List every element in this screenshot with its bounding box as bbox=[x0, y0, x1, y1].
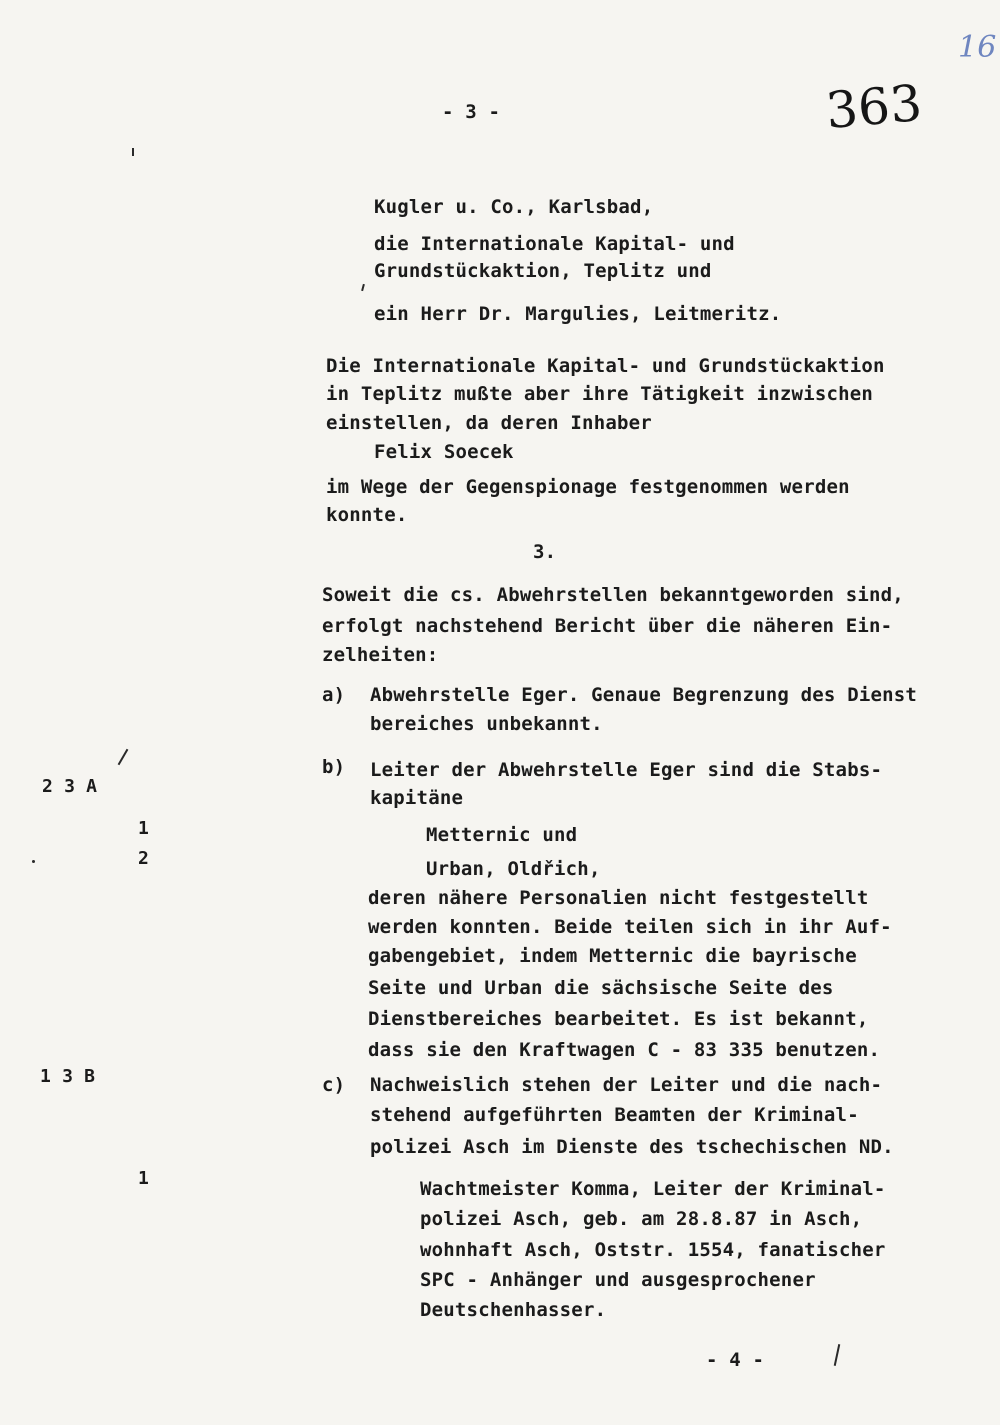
item-b-name: Metternic und bbox=[426, 824, 578, 846]
paragraph-line: konnte. bbox=[326, 504, 408, 526]
handwritten-folio: 16 bbox=[958, 30, 997, 65]
item-c-line: polizei Asch im Dienste des tschechischen ND. bbox=[370, 1136, 894, 1158]
item-b-name: Urban, Oldřich, bbox=[426, 858, 601, 880]
item-marker-b: b) bbox=[322, 756, 346, 778]
recipient-line: Kugler u. Co., Karlsbad, bbox=[374, 196, 654, 218]
paragraph-line: einstellen, da deren Inhaber bbox=[326, 412, 652, 434]
item-b-line: Leiter der Abwehrstelle Eger sind die Stabs- bbox=[370, 759, 883, 781]
item-a-line: Abwehrstelle Eger. Genaue Begrenzung des Dienst bbox=[370, 684, 918, 706]
item-b-continuation: werden konnten. Beide teilen sich in ihr Auf- bbox=[368, 916, 892, 938]
section-number: 3. bbox=[533, 541, 557, 563]
pencil-mark bbox=[361, 284, 365, 291]
item-marker-a: a) bbox=[322, 684, 346, 706]
handwritten-number: 363 bbox=[823, 73, 925, 141]
margin-note: 2 bbox=[138, 848, 150, 869]
item-b-continuation: Dienstbereiches bearbeitet. Es ist bekannt, bbox=[368, 1008, 869, 1030]
item-c-person: Wachtmeister Komma, Leiter der Kriminal- bbox=[420, 1178, 886, 1200]
next-page-number: - 4 - bbox=[706, 1349, 765, 1371]
page-number: - 3 - bbox=[442, 101, 501, 123]
margin-note: 2 3 A bbox=[42, 776, 98, 797]
margin-note: 1 bbox=[138, 1168, 150, 1189]
item-c-person: SPC - Anhänger und ausgesprochener bbox=[420, 1269, 816, 1291]
pencil-mark bbox=[118, 749, 129, 766]
item-c-person: Deutschenhasser. bbox=[420, 1299, 607, 1321]
pencil-mark bbox=[132, 148, 134, 156]
item-c-line: stehend aufgeführten Beamten der Kriminal- bbox=[370, 1104, 859, 1126]
paragraph-line: in Teplitz mußte aber ihre Tätigkeit inzwischen bbox=[326, 383, 874, 405]
section-intro-line: zelheiten: bbox=[322, 644, 439, 666]
paragraph-line: Die Internationale Kapital- und Grundstückaktion bbox=[326, 355, 885, 377]
item-b-continuation: Seite und Urban die sächsische Seite des bbox=[368, 977, 834, 999]
recipient-line: die Internationale Kapital- und bbox=[374, 233, 735, 255]
recipient-line: Grundstückaktion, Teplitz und bbox=[374, 260, 712, 282]
item-c-line: Nachweislich stehen der Leiter und die nach- bbox=[370, 1074, 883, 1096]
item-b-continuation: dass sie den Kraftwagen C - 83 335 benutzen. bbox=[368, 1039, 881, 1061]
pencil-mark bbox=[834, 1344, 841, 1366]
item-c-person: polizei Asch, geb. am 28.8.87 in Asch, bbox=[420, 1208, 863, 1230]
item-c-person: wohnhaft Asch, Oststr. 1554, fanatischer bbox=[420, 1239, 886, 1261]
recipient-line: ein Herr Dr. Margulies, Leitmeritz. bbox=[374, 303, 782, 325]
section-intro-line: erfolgt nachstehend Bericht über die näheren Ein- bbox=[322, 615, 893, 637]
item-b-continuation: gabengebiet, indem Metternic die bayrische bbox=[368, 945, 857, 967]
item-a-line: bereiches unbekannt. bbox=[370, 713, 603, 735]
margin-note: 1 3 B bbox=[40, 1066, 96, 1087]
item-marker-c: c) bbox=[322, 1074, 346, 1096]
ink-dot bbox=[32, 860, 35, 863]
section-intro-line: Soweit die cs. Abwehrstellen bekanntgeworden sind, bbox=[322, 584, 904, 606]
paragraph-line: im Wege der Gegenspionage festgenommen werden bbox=[326, 476, 850, 498]
item-b-line: kapitäne bbox=[370, 787, 464, 809]
margin-note: 1 bbox=[138, 818, 150, 839]
person-name: Felix Soecek bbox=[374, 441, 514, 463]
item-b-continuation: deren nähere Personalien nicht festgestellt bbox=[368, 887, 869, 909]
